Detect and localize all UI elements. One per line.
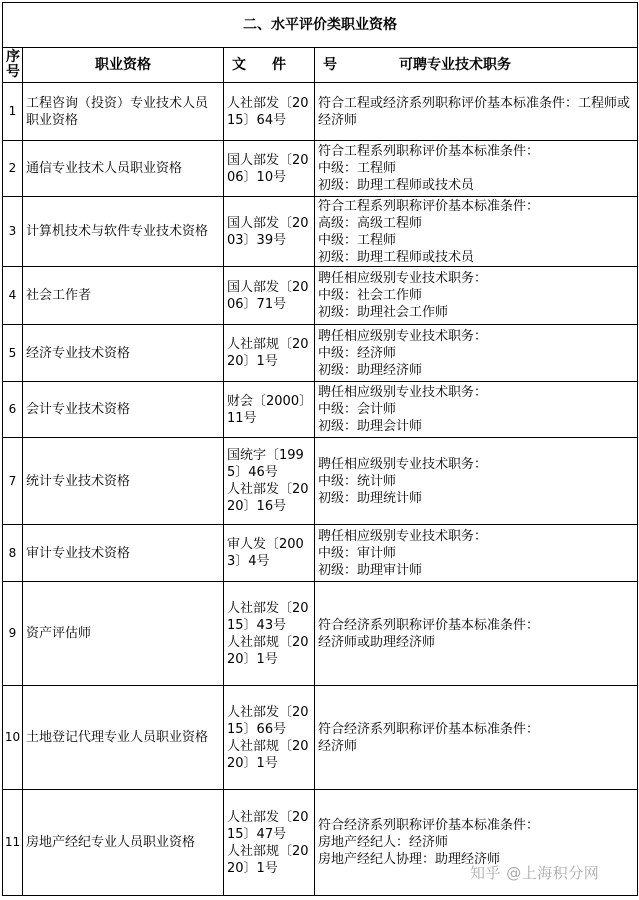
qualification-name: 土地登记代理专业人员职业资格: [23, 686, 224, 790]
qualification-name: 房地产经纪专业人员职业资格: [23, 790, 224, 896]
header-doc-b: 件: [272, 56, 286, 73]
document-number: 审人发〔2003〕4号: [224, 525, 315, 582]
document-number: 人社部规〔2020〕1号: [224, 325, 315, 382]
document-number: 人社部发〔2015〕47号 人社部规〔2020〕1号: [224, 790, 315, 896]
header-post-a: 号: [323, 56, 337, 73]
table-row: [3, 525, 638, 582]
applicable-post: 符合工程系列职称评价基本标准条件： 中级：工程师 初级：助理工程师或技术员: [315, 141, 638, 197]
document-number: 国统字〔1995〕46号 人社部发〔2020〕16号: [224, 438, 315, 525]
row-number: 3: [3, 197, 23, 267]
qualification-name: 统计专业技术资格: [23, 438, 224, 525]
applicable-post: 符合经济系列职称评价基本标准条件： 经济师: [315, 686, 638, 790]
applicable-post: 聘任相应级别专业技术职务： 中级：审计师 初级：助理审计师: [315, 525, 638, 582]
table-row: [3, 325, 638, 382]
document-number: 人社部发〔2015〕66号 人社部规〔2020〕1号: [224, 686, 315, 790]
document-number: 人社部发〔2015〕64号: [224, 83, 315, 141]
qualification-name: 计算机技术与软件专业技术资格: [23, 197, 224, 267]
qualification-name: 社会工作者: [23, 267, 224, 325]
qualification-name: 工程咨询（投资）专业技术人员职业资格: [23, 83, 224, 141]
header-row: [3, 48, 638, 83]
qualification-name: 通信专业技术人员职业资格: [23, 141, 224, 197]
section-title: 二、水平评价类职业资格: [3, 3, 638, 48]
document-number: 财会〔2000〕11号: [224, 382, 315, 438]
row-number: 4: [3, 267, 23, 325]
header-name: 职业资格: [23, 48, 224, 83]
watermark: 知乎 @上海积分网: [470, 864, 600, 882]
applicable-post: 符合工程系列职称评价基本标准条件： 高级：高级工程师 中级：工程师 初级：助理工程师或技术员: [315, 197, 638, 267]
applicable-post: 符合经济系列职称评价基本标准条件： 经济师或助理经济师: [315, 582, 638, 686]
header-doc-a: 文: [232, 56, 246, 73]
row-number: 7: [3, 438, 23, 525]
table-row: [3, 438, 638, 525]
table-row: [3, 197, 638, 267]
row-number: 11: [3, 790, 23, 896]
qualification-table: [2, 2, 638, 896]
header-post: [315, 48, 638, 83]
table-row: [3, 267, 638, 325]
applicable-post: 聘任相应级别专业技术职务： 中级：经济师 初级：助理经济师: [315, 325, 638, 382]
applicable-post: 符合经济系列职称评价基本标准条件： 房地产经纪人：经济师 房地产经纪人协理：助理经济师: [315, 790, 638, 896]
table-row: [3, 141, 638, 197]
row-number: 8: [3, 525, 23, 582]
document-number: 国人部发〔2003〕39号: [224, 197, 315, 267]
header-post-b: 可聘专业技术职务: [399, 56, 511, 73]
applicable-post: 聘任相应级别专业技术职务： 中级：会计师 初级：助理会计师: [315, 382, 638, 438]
document-number: 国人部发〔2006〕10号: [224, 141, 315, 197]
qualification-name: 审计专业技术资格: [23, 525, 224, 582]
row-number: 2: [3, 141, 23, 197]
row-number: 5: [3, 325, 23, 382]
section-title-row: [3, 3, 638, 48]
applicable-post: 符合工程或经济系列职称评价基本标准条件：工程师或经济师: [315, 83, 638, 141]
qualification-name: 经济专业技术资格: [23, 325, 224, 382]
header-no: 序号: [3, 48, 23, 83]
table-row: [3, 686, 638, 790]
applicable-post: 聘任相应级别专业技术职务： 中级：统计师 初级：助理统计师: [315, 438, 638, 525]
row-number: 6: [3, 382, 23, 438]
qualification-name: 会计专业技术资格: [23, 382, 224, 438]
table-row: [3, 83, 638, 141]
qualification-name: 资产评估师: [23, 582, 224, 686]
table-row: [3, 382, 638, 438]
row-number: 1: [3, 83, 23, 141]
row-number: 10: [3, 686, 23, 790]
row-number: 9: [3, 582, 23, 686]
table-row: [3, 582, 638, 686]
applicable-post: 聘任相应级别专业技术职务： 中级：社会工作师 初级：助理社会工作师: [315, 267, 638, 325]
document-number: 国人部发〔2006〕71号: [224, 267, 315, 325]
document-number: 人社部发〔2015〕43号 人社部规〔2020〕1号: [224, 582, 315, 686]
header-doc: [224, 48, 315, 83]
